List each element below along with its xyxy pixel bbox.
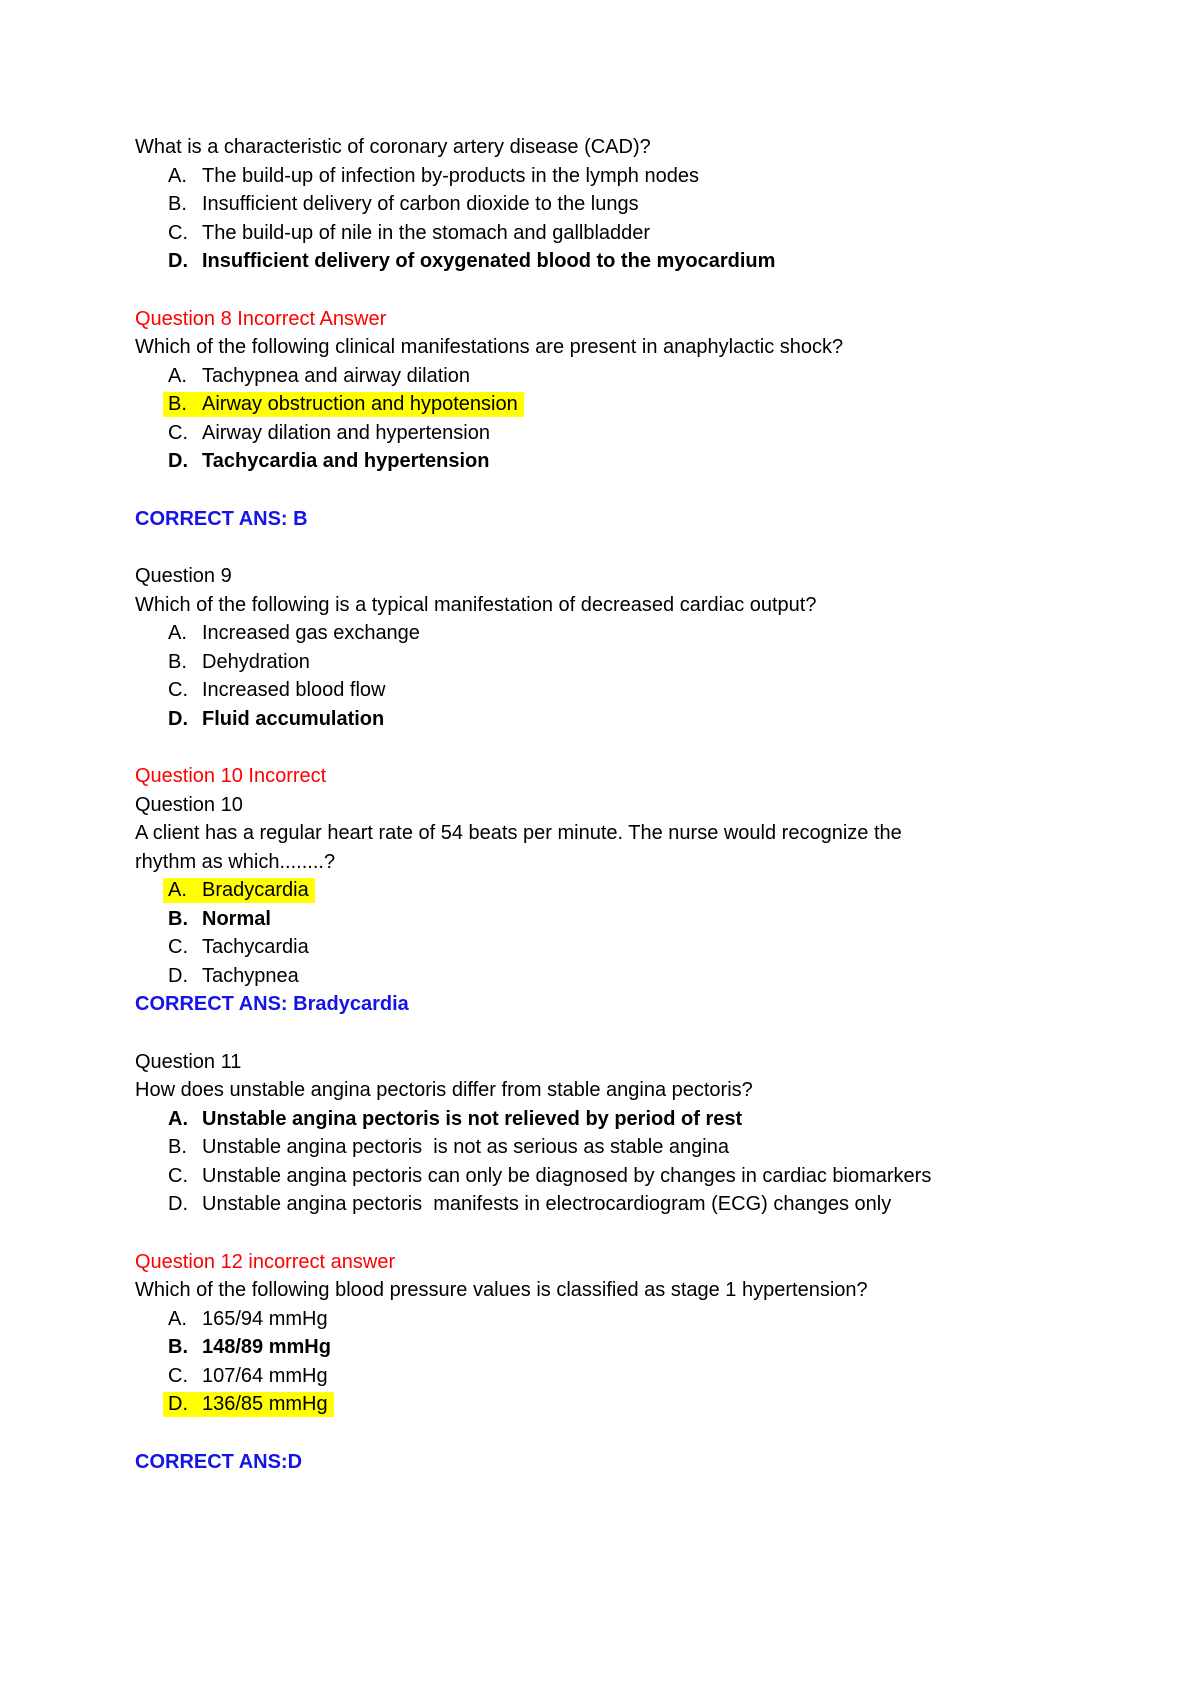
option-body: [168, 1308, 328, 1330]
option-text: Insufficient delivery of carbon dioxide to the lungs: [202, 193, 639, 215]
option-letter: B.: [168, 1336, 188, 1358]
option-body: [168, 908, 271, 930]
option-letter: A.: [168, 879, 187, 901]
option-letter: A.: [168, 1307, 187, 1330]
content-block: [135, 762, 1102, 1019]
option-body: [168, 422, 490, 444]
answer-option: [135, 1362, 1102, 1391]
answer-option: [135, 247, 1102, 276]
option-letter: D.: [168, 964, 188, 987]
content-block: [135, 1448, 1102, 1477]
option-body: [168, 365, 470, 387]
answer-option: [135, 162, 1102, 191]
answer-option: [135, 648, 1102, 677]
option-letter: C.: [168, 421, 188, 444]
question-status-heading: Question 10 Incorrect: [135, 765, 327, 787]
answer-option: [135, 619, 1102, 648]
option-text: Unstable angina pectoris manifests in electrocardiogram (ECG) changes only: [202, 1193, 892, 1215]
option-text: Fluid accumulation: [202, 707, 385, 730]
option-letter: C.: [168, 221, 188, 244]
option-letter: B.: [168, 193, 187, 215]
answer-option: [135, 1333, 1102, 1362]
content-block: [135, 1048, 1102, 1219]
answer-option: [135, 1190, 1102, 1219]
option-body: [168, 222, 650, 244]
correct-answer-line: CORRECT ANS: B: [135, 507, 308, 530]
option-body: [168, 1136, 729, 1158]
option-body: [168, 1365, 328, 1387]
option-text: Tachycardia and hypertension: [202, 450, 490, 472]
question-text: Question 9: [135, 565, 232, 587]
option-letter: C.: [168, 1164, 188, 1187]
option-text: Unstable angina pectoris is not as serious as stable angina: [202, 1136, 729, 1158]
option-text: The build-up of infection by-products in the lymph nodes: [202, 164, 699, 187]
answer-option: [135, 219, 1102, 248]
option-body: [168, 250, 775, 272]
question-text: A client has a regular heart rate of 54 beats per minute. The nurse would recognize the: [135, 822, 902, 844]
option-body: [168, 1165, 931, 1187]
option-text: Tachypnea: [202, 964, 299, 987]
option-body: [168, 936, 309, 958]
option-letter: D.: [168, 450, 188, 472]
answer-option: [135, 419, 1102, 448]
option-text: Normal: [202, 907, 271, 930]
option-text: Dehydration: [202, 650, 310, 673]
option-letter: D.: [168, 707, 188, 730]
content-block: [135, 505, 1102, 534]
content-block: [135, 305, 1102, 476]
option-text: 107/64 mmHg: [202, 1364, 328, 1387]
content-block: [135, 133, 1102, 276]
option-letter: C.: [168, 679, 188, 701]
option-body: [168, 1108, 742, 1130]
option-text: 136/85 mmHg: [202, 1393, 328, 1415]
answer-option: [135, 190, 1102, 219]
option-text: The build-up of nile in the stomach and gallbladder: [202, 221, 651, 244]
highlighted-answer: [163, 878, 315, 903]
option-body: [168, 1193, 891, 1215]
option-text: Insufficient delivery of oxygenated blood to the myocardium: [202, 250, 776, 272]
option-text: 148/89 mmHg: [202, 1336, 331, 1358]
highlighted-answer: [163, 392, 524, 417]
option-text: Bradycardia: [202, 879, 309, 901]
question-text: Which of the following blood pressure values is classified as stage 1 hypertension?: [135, 1279, 868, 1301]
option-letter: B.: [168, 907, 188, 930]
option-letter: C.: [168, 936, 188, 958]
answer-option: [135, 1390, 1102, 1419]
option-text: Unstable angina pectoris is not relieved by period of rest: [202, 1107, 743, 1130]
content-block: [135, 1248, 1102, 1419]
option-body: [168, 622, 420, 644]
question-status-heading: Question 12 incorrect answer: [135, 1250, 396, 1273]
option-letter: A.: [168, 1107, 188, 1130]
option-text: Tachycardia: [202, 936, 309, 958]
answer-option: [135, 676, 1102, 705]
option-text: Increased blood flow: [202, 679, 386, 701]
question-text: Question 10: [135, 793, 243, 816]
option-body: [168, 193, 639, 215]
content-block: [135, 562, 1102, 733]
answer-option: [135, 390, 1102, 419]
correct-answer-line: CORRECT ANS:D: [135, 1450, 303, 1473]
option-body: [168, 708, 384, 730]
answer-option: [135, 933, 1102, 962]
answer-option: [135, 705, 1102, 734]
option-letter: C.: [168, 1364, 188, 1387]
option-letter: B.: [168, 1136, 187, 1158]
option-body: [168, 965, 299, 987]
answer-option: [135, 1305, 1102, 1334]
option-text: Unstable angina pectoris can only be diagnosed by changes in cardiac biomarkers: [202, 1164, 932, 1187]
question-text: Which of the following is a typical manifestation of decreased cardiac output?: [135, 593, 817, 616]
answer-option: [135, 905, 1102, 934]
option-letter: A.: [168, 622, 187, 644]
answer-option: [135, 962, 1102, 991]
option-letter: D.: [168, 1193, 188, 1215]
question-text: rhythm as which........?: [135, 850, 336, 873]
option-text: 165/94 mmHg: [202, 1307, 328, 1330]
correct-answer-line: CORRECT ANS: Bradycardia: [135, 993, 409, 1015]
answer-option: [135, 447, 1102, 476]
option-letter: B.: [168, 650, 187, 673]
answer-option: [135, 1162, 1102, 1191]
option-text: Tachypnea and airway dilation: [202, 364, 470, 387]
option-body: [168, 1336, 331, 1358]
option-text: Airway obstruction and hypotension: [202, 393, 518, 415]
question-text: What is a characteristic of coronary artery disease (CAD)?: [135, 136, 651, 158]
question-text: How does unstable angina pectoris differ from stable angina pectoris?: [135, 1079, 753, 1101]
option-letter: A.: [168, 164, 187, 187]
question-text: Question 11: [135, 1050, 242, 1073]
answer-option: [135, 876, 1102, 905]
option-body: [168, 165, 699, 187]
option-letter: D.: [168, 1393, 188, 1415]
option-letter: A.: [168, 364, 187, 387]
answer-option: [135, 362, 1102, 391]
answer-option: [135, 1133, 1102, 1162]
question-text: Which of the following clinical manifestations are present in anaphylactic shock?: [135, 336, 844, 358]
option-letter: B.: [168, 393, 187, 415]
question-status-heading: Question 8 Incorrect Answer: [135, 307, 387, 330]
option-body: [168, 450, 490, 472]
option-body: [168, 679, 385, 701]
answer-option: [135, 1105, 1102, 1134]
option-letter: D.: [168, 250, 188, 272]
highlighted-answer: [163, 1392, 334, 1417]
option-body: [168, 651, 310, 673]
option-text: Airway dilation and hypertension: [202, 421, 490, 444]
option-text: Increased gas exchange: [202, 622, 420, 644]
